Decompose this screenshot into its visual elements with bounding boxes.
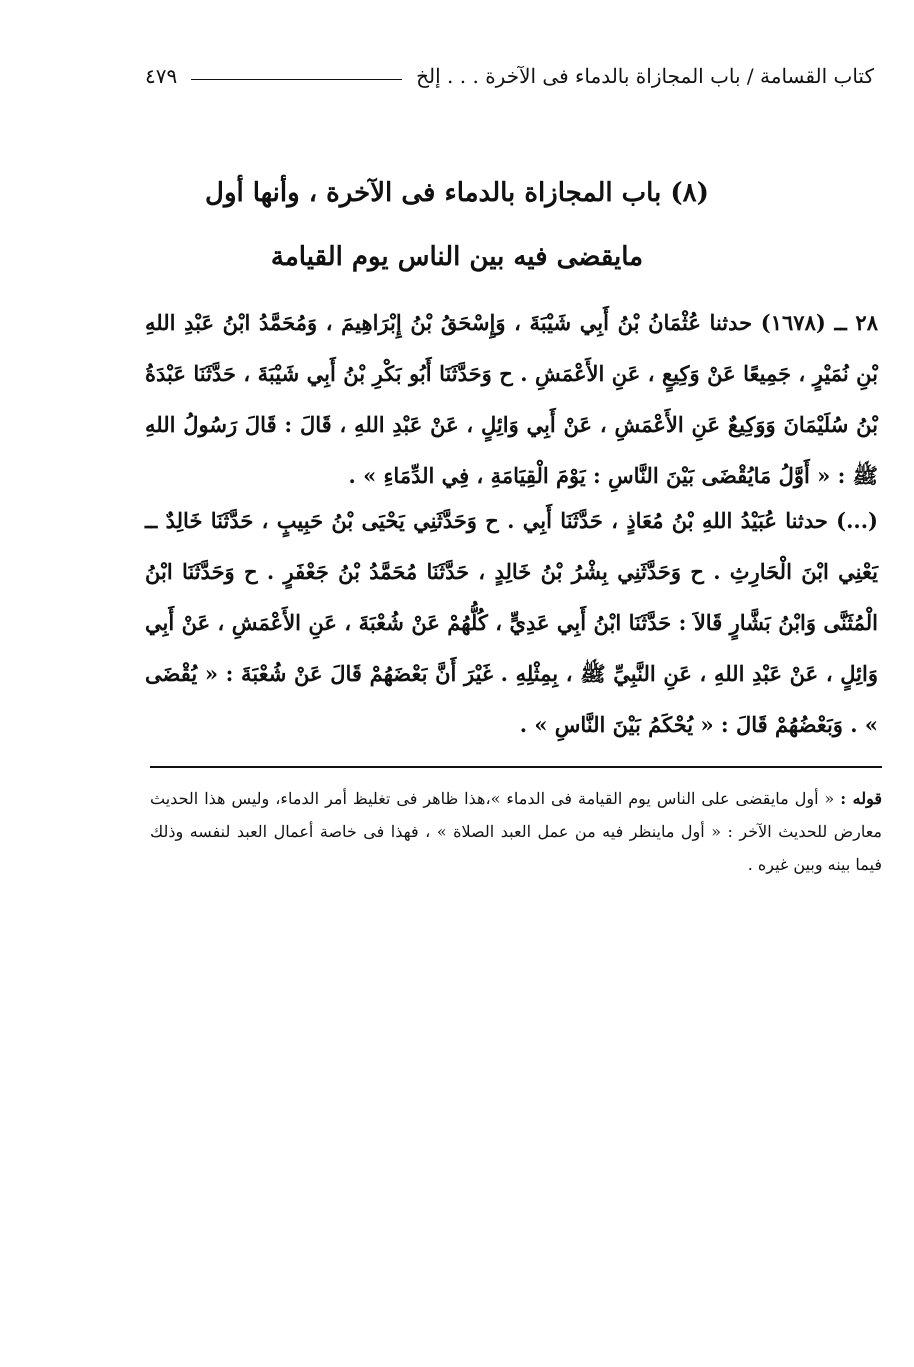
footnote-lead: قوله :	[840, 789, 882, 808]
hadith-paragraph-1	[145, 297, 878, 501]
running-header	[145, 56, 874, 96]
footnote-divider	[150, 766, 882, 768]
chapter-heading-line-2: مايقضى فيه بين الناس يوم القيامة	[270, 242, 644, 272]
header-rule	[191, 79, 402, 80]
hadith-text-2: (...) حدثنا عُبَيْدُ اللهِ بْنُ مُعَاذٍ ، حَدَّثَنَا أَبِي . ح وَحَدَّثَنِي يَحْيَى بْنُ حَبِيبٍ ، حَدَّثَنَا خَالِدٌ ــ يَعْنِي ابْنَ الْحَارِثِ . ح وَحَدَّثَنِي بِشْرُ بْنُ خَالِدٍ ، حَدَّثَنَا مُحَمَّدُ بْنُ جَعْفَرٍ . ح وَحَدَّثَنَا ابْنُ الْمُثَنَّى وَابْنُ بَشَّارٍ قَالاَ : حَدَّثَنَا ابْنُ أَبِي عَدِيٍّ ، كُلُّهُمْ عَنْ شُعْبَةَ ، عَنِ الأَعْمَشِ ، عَنْ أَبِي وَائِلٍ ، عَنْ عَبْدِ اللهِ ، عَنِ النَّبِيِّ ﷺ ، بِمِثْلِهِ . غَيْرَ أَنَّ بَعْضَهُمْ قَالَ عَنْ شُعْبَةَ : « يُقْضَى » . وَبَعْضُهُمْ قَالَ : « يُحْكَمُ بَيْنَ النَّاسِ » .	[145, 508, 878, 737]
footnote	[150, 782, 882, 881]
footnote-text: « أول مايقضى على الناس يوم القيامة فى الدماء »،هذا ظاهر فى تغليظ أمر الدماء، وليس هذا الحديث معارض للحديث الآخر : « أول ماينظر فيه من عمل العبد الصلاة » ، فهذا فى خاصة أعمال العبد لنفسه وذلك فيما بينه وبين غيره .	[150, 789, 882, 874]
running-title: كتاب القسامة / باب المجازاة بالدماء فى الآخرة . . . إلخ	[416, 64, 874, 88]
hadith-text-1: ٢٨ ــ (١٦٧٨) حدثنا عُثْمَانُ بْنُ أَبِي شَيْبَةَ ، وَإِسْحَقُ بْنُ إِبْرَاهِيمَ ، وَمُحَمَّدُ ابْنُ عَبْدِ اللهِ بْنِ نُمَيْرٍ ، جَمِيعًا عَنْ وَكِيعٍ ، عَنِ الأَعْمَشِ . ح وَحَدَّثَنَا أَبُو بَكْرِ بْنُ أَبِي شَيْبَةَ ، حَدَّثَنَا عَبْدَةُ بْنُ سُلَيْمَانَ وَوَكِيعٌ عَنِ الأَعْمَشِ ، عَنْ أَبِي وَائِلٍ ، عَنْ عَبْدِ اللهِ ، قَالَ : قَالَ رَسُولُ اللهِ ﷺ : « أَوَّلُ مَايُقْضَى بَيْنَ النَّاسِ : يَوْمَ الْقِيَامَةِ ، فِي الدِّمَاءِ » .	[145, 310, 879, 488]
hadith-paragraph-2	[145, 495, 878, 750]
page-number: ٤٧٩	[145, 64, 178, 88]
chapter-heading-line-1: (٨) باب المجازاة بالدماء فى الآخرة ، وأنها أول	[205, 178, 709, 208]
